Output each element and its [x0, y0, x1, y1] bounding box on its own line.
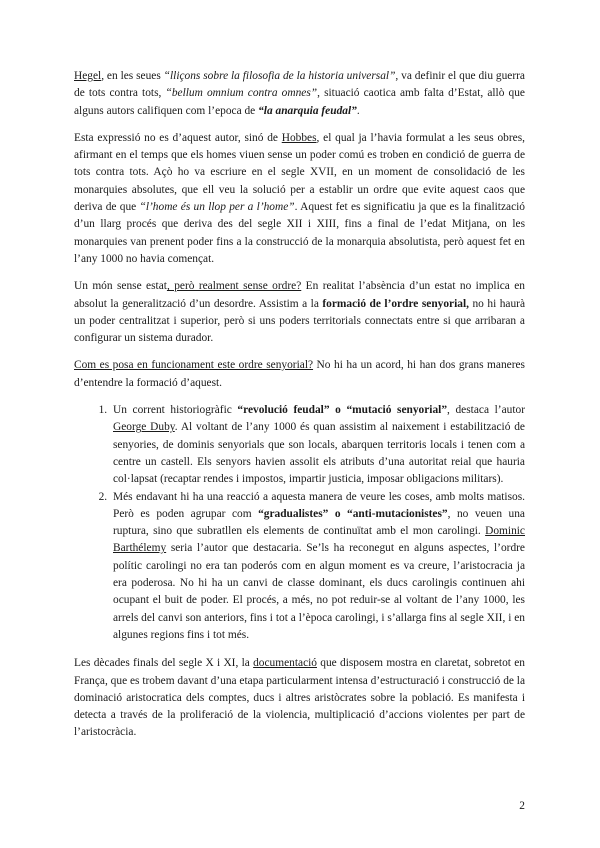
- text-run: , el qual ja l’havia formulat a les seus obres, afirmant en el temps que els homes viuen sense un poder comú es troben en condició de guerra de tots contra tots. Açò ho va escriure en el segle XVII, en un moment de consolidació de les monarquies absolutes, que ell veu la solució per a establir un ordre que evite aquest caos que deriva de que: [74, 131, 525, 214]
- quote-anarquia-feudal: “la anarquia feudal”: [258, 104, 357, 117]
- quote-lliçons: “lliçons sobre la filosofia de la historia universal”: [163, 70, 396, 82]
- text-run: . Aquest fet es significatiu ja que es la finalització d’un llarg procés que deriva des del segle XII i XIII, fins a final de l’edat Mitjana, on les monarquies van prenent poder fins a la construcció de la monarquia absolutista, però aquest fet en l’any 1000 no havia començat.: [74, 201, 526, 265]
- term-revolucio-feudal: “revolució feudal” o “mutació senyorial”: [237, 404, 448, 417]
- text-run: , va definir el que diu guerra de tots contra tots,: [74, 70, 525, 100]
- quote-bellum: “bellum omnium contra omnes”: [165, 87, 318, 100]
- term-hegel: Hegel: [74, 70, 102, 82]
- text-run: , no veuen una ruptura, sino que subratllen els elements de continuïtat amb el mon carolingi.: [113, 507, 525, 538]
- text-run: No hi ha un acord, hi han dos grans maneres d’entendre la formació d’aquest.: [74, 359, 525, 389]
- author-george-duby: George Duby: [113, 421, 175, 434]
- text-run: Esta expressió no es d’aquest autor, sinó de: [74, 131, 282, 144]
- quote-llop: “l’home és un llop per a l’home”: [139, 201, 295, 214]
- page-number: 2: [519, 800, 525, 812]
- text-run: no hi haurà un poder centralitzat i superior, però si uns poders territorials connectats entre si que arribaran a configurar un sistema durador.: [74, 297, 526, 345]
- text-run: , destaca l’autor: [447, 404, 525, 417]
- list-item-revolucio-feudal: [110, 402, 525, 488]
- text-run: Més endavant hi ha una reacció a aquesta manera de veure les coses, amb molts matisos. Però es poden agrupar com: [113, 490, 525, 520]
- text-run: . Al voltant de l’any 1000 és quan assistim al naixement i estabilització de senyories, de dominis senyorials que son locals, abarquen territoris locals i tenen com a centre un castell. Els senyors havien assolit els atributs d’una autoritat reial que hauria col·lapsat (recaptar rendes i impostos, impartir justicia, imposar obligacions militars).: [113, 421, 525, 486]
- text-run: que disposem mostra en claretat, sobretot en França, que es trobem davant d’una etapa particularment intensa d’estructuració i construcció de la dominació aristocratica dels comptes, ducs i altres aristòcrates sobre la població. Es manifesta i detecta a través de la proliferació de la violencia, multiplicació d’accions violentes per part de l’aristocràcia.: [74, 657, 526, 739]
- text-run: .: [356, 104, 360, 117]
- question-funcionament: Com es posa en funcionament este ordre senyorial?: [74, 359, 314, 372]
- paragraph-hegel: [74, 68, 525, 120]
- paragraph-decades-finals: [74, 655, 525, 741]
- numbered-list: [74, 402, 525, 644]
- list-item-gradualistes: [110, 489, 525, 645]
- question-sense-ordre: , però realment sense ordre?: [166, 280, 302, 293]
- text-run: Un corrent historiogràfic: [113, 404, 238, 417]
- text-run: Les dècades finals del segle X i XI, la: [74, 657, 254, 670]
- term-hobbes: Hobbes: [281, 131, 317, 144]
- text-run: , situació caotica amb falta d’Estat, allò que alguns autors califiquen com l’epoca de: [74, 87, 525, 117]
- text-run: seria l’autor que destacaria. Se’ls ha reconegut en alguns aspectes, l’ordre polític carolingi no era tan poderós com en algun moment es va creure, l’aristocracia ja era poderosa. No hi ha un canvi de classe dominant, els ducs carolingis continuen ahi ocupant el buit de poder. El procés, a més, no pot reduir-se al voltant de l’any 1000, les arrels del canvi son anteriors, fins i tot a l’època carolingi, i s’allarga fins al segle XII, i en algunes regions fins i tot més.: [113, 542, 525, 641]
- author-dominic-barthelemy: Dominic Barthélemy: [113, 525, 525, 555]
- paragraph-mon-sense-estat: [74, 278, 525, 347]
- text-run: Un món sense estat: [74, 280, 167, 293]
- text-run: En realitat l’absència d’un estat no implica en absolut la generalització d’un desordre. Assistim a la: [74, 280, 526, 310]
- paragraph-funcionament: [74, 357, 525, 392]
- term-gradualistes: “gradualistes” o “anti-mutacionistes”: [258, 507, 448, 520]
- paragraph-hobbes: [74, 130, 525, 268]
- term-ordre-senyorial: formació de l’ordre senyorial,: [322, 297, 469, 310]
- term-documentacio: documentació: [253, 657, 317, 670]
- text-run: , en les seues: [101, 70, 164, 82]
